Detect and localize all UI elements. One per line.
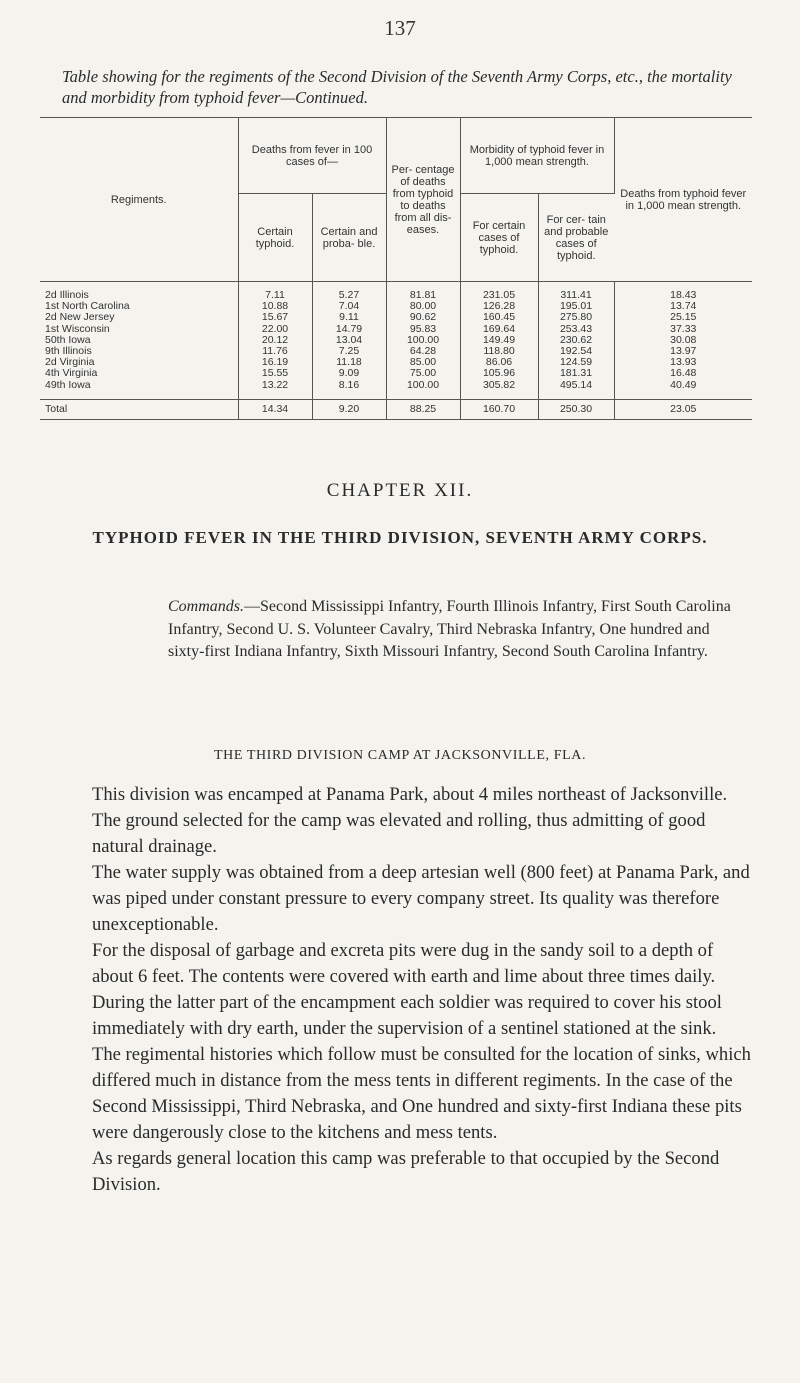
cell-c6: 18.43 [670,289,697,301]
cell-c3: 100.00 [386,380,460,400]
cell-c1: 13.22 [238,380,312,400]
regiment-name: 2d Virginia [40,357,238,368]
cell-c5: 192.54 [538,346,614,357]
total-c6: 23.05 [614,399,752,419]
cell-c1: 11.76 [238,346,312,357]
regiment-name: 9th Illinois [40,346,238,357]
cell-c3: 100.00 [386,335,460,346]
page-number: 137 [384,16,416,40]
regiment-name: 4th Virginia [40,368,238,379]
table-row [40,368,752,379]
cell-c2: 9.11 [312,312,386,323]
cell-c4: 305.82 [460,380,538,400]
header-certain-probable: Certain and proba- ble. [312,194,386,282]
cell-c6: 30.08 [670,333,697,346]
cell-c1: 15.67 [238,312,312,323]
paragraph: The water supply was obtained from a deep artesian well (800 feet) at Panama Park, and was piped under constant pressure to every company street. Its quality was therefore unexceptionable. [92,862,750,935]
cell-c5: 311.41 [538,282,614,302]
header-morbidity-group: Morbidity of typhoid fever in 1,000 mean strength. [460,118,614,194]
table-row [40,301,752,312]
table-row [40,380,752,400]
cell-c5: 495.14 [538,380,614,400]
commands-paragraph [168,596,748,664]
cell-c5: 195.01 [538,301,614,312]
cell-c3: 81.81 [386,282,460,302]
cell-c4: 118.80 [460,346,538,357]
cell-c1: 22.00 [238,324,312,335]
cell-c6: 13.74 [670,300,697,313]
table-row [40,312,752,323]
cell-c4: 169.64 [460,324,538,335]
cell-c3: 95.83 [386,324,460,335]
total-label: Total [40,399,238,419]
total-c4: 160.70 [460,399,538,419]
cell-c6: 40.49 [670,378,697,391]
cell-c4: 86.06 [460,357,538,368]
cell-c1: 7.11 [238,282,312,302]
total-c1: 14.34 [238,399,312,419]
table-row [40,335,752,346]
table-row [40,324,752,335]
cell-c6: 13.93 [670,356,697,369]
cell-c4: 149.49 [460,335,538,346]
regiment-name: 49th Iowa [40,380,238,400]
cell-c4: 231.05 [460,282,538,302]
table-row [40,282,752,302]
cell-c5: 253.43 [538,324,614,335]
header-for-certain: For certain cases of typhoid. [460,194,538,282]
cell-c3: 85.00 [386,357,460,368]
chapter-heading: CHAPTER XII. [326,480,474,501]
cell-c5: 124.59 [538,357,614,368]
cell-c2: 11.18 [312,357,386,368]
cell-c5: 230.62 [538,335,614,346]
regiment-name: 1st North Carolina [40,301,238,312]
cell-c4: 105.96 [460,368,538,379]
cell-c2: 9.09 [312,368,386,379]
cell-c6: 37.33 [670,322,697,335]
cell-c6: 13.97 [670,345,697,358]
cell-c2: 8.16 [312,380,386,400]
paragraph: As regards general location this camp was preferable to that occupied by the Second Division. [92,1148,720,1195]
cell-c3: 75.00 [386,368,460,379]
header-certain: Certain typhoid. [238,194,312,282]
cell-c2: 7.04 [312,301,386,312]
total-c2: 9.20 [312,399,386,419]
body-text [92,782,754,1198]
table-row [40,357,752,368]
regiment-name: 1st Wisconsin [40,324,238,335]
header-percentage: Per- centage of deaths from typhoid to deaths from all dis- eases. [386,118,460,282]
regiment-name: 2d New Jersey [40,312,238,323]
camp-subheading: THE THIRD DIVISION CAMP AT JACKSONVILLE, FLA. [213,748,587,763]
cell-c6: 25.15 [670,311,697,324]
typhoid-table [40,117,752,420]
commands-text: —Second Mississippi Infantry, Fourth Illinois Infantry, First South Carolina Infantry, Second U. S. Volunteer Cavalry, Third Nebraska Infantry, One hundred and sixty-first Indiana Infantry, Sixth Missouri Infantry, Second South Carolina Infantry. [168,598,731,660]
regiment-name: 2d Illinois [40,282,238,302]
cell-c1: 15.55 [238,368,312,379]
total-c5: 250.30 [538,399,614,419]
cell-c3: 80.00 [386,301,460,312]
paragraph: This division was encamped at Panama Park, about 4 miles northeast of Jacksonville. The ground selected for the camp was elevated and rolling, thus admitting of good natural drainage. [92,784,728,857]
commands-label: Commands. [168,598,245,615]
cell-c2: 7.25 [312,346,386,357]
chapter-title: TYPHOID FEVER IN THE THIRD DIVISION, SEVENTH ARMY CORPS. [92,528,708,547]
cell-c2: 5.27 [312,282,386,302]
cell-c5: 275.80 [538,312,614,323]
cell-c3: 90.62 [386,312,460,323]
cell-c1: 20.12 [238,335,312,346]
cell-c1: 10.88 [238,301,312,312]
cell-c6: 16.48 [670,367,697,380]
header-regiments: Regiments. [40,118,238,282]
paragraph: The regimental histories which follow must be consulted for the location of sinks, which differed much in distance from the mess tents in different regiments. In the case of the Second Mississippi, Third Nebraska, and One hundred and sixty-first Indiana these pits were dangerously close to the kitchens and mess tents. [92,1044,751,1143]
header-deaths-typhoid: Deaths from typhoid fever in 1,000 mean strength. [614,118,752,282]
cell-c2: 14.79 [312,324,386,335]
table-caption: Table showing for the regiments of the Second Division of the Seventh Army Corps, etc., the mortality and morbidity from typhoid fever—Continued. [62,67,732,107]
header-for-certain-probable: For cer- tain and probable cases of typhoid. [538,194,614,282]
regiment-name: 50th Iowa [40,335,238,346]
cell-c5: 181.31 [538,368,614,379]
cell-c2: 13.04 [312,335,386,346]
table-row [40,346,752,357]
cell-c3: 64.28 [386,346,460,357]
cell-c1: 16.19 [238,357,312,368]
paragraph: For the disposal of garbage and excreta pits were dug in the sandy soil to a depth of about 6 feet. The contents were covered with earth and lime about three times daily. During the latter part of the encampment each soldier was required to cover his stool immediately with dry earth, under the supervision of a sentinel stationed at the sink. [92,940,722,1039]
cell-c4: 126.28 [460,301,538,312]
total-row [40,399,752,419]
header-deaths-group: Deaths from fever in 100 cases of— [238,118,386,194]
total-c3: 88.25 [386,399,460,419]
cell-c4: 160.45 [460,312,538,323]
